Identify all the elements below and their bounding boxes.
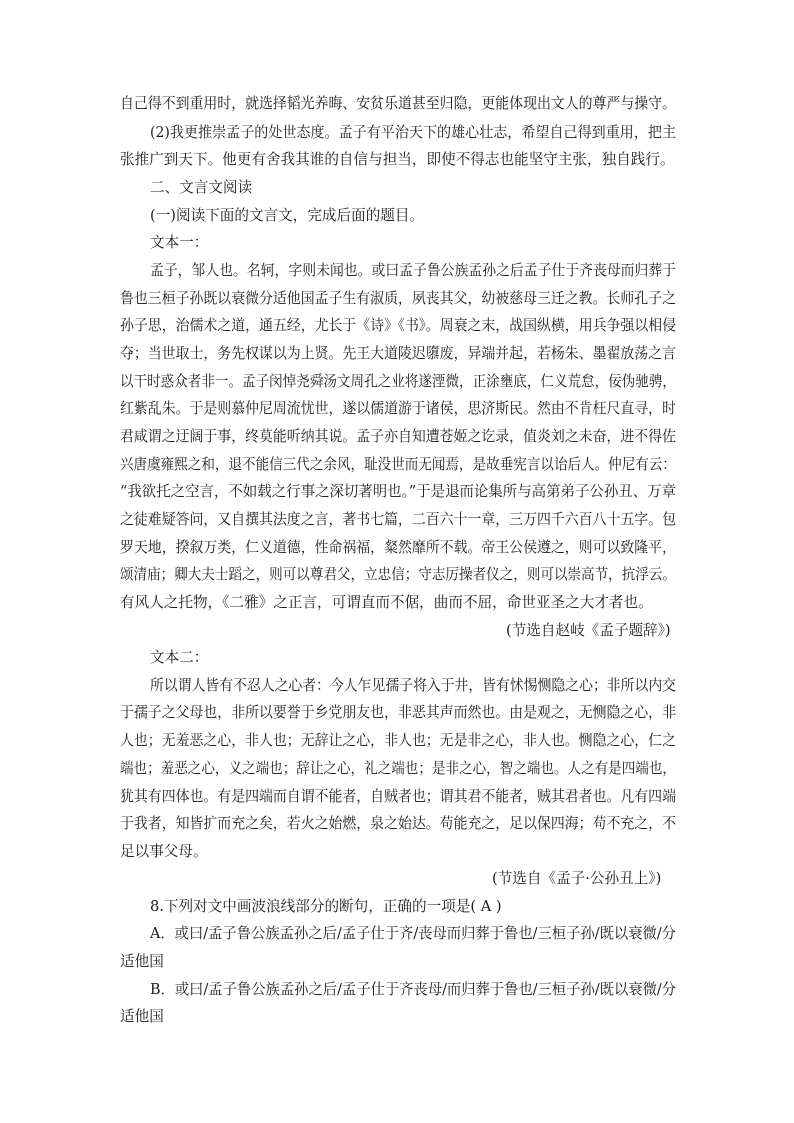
text-line: 孟子，邹人也。名轲，字则未闻也。或曰孟子鲁公族孟孙之后孟子仕于齐丧母而归葬于 [150, 262, 677, 279]
option-a-continued: 适他国 [120, 953, 164, 970]
text-label: 文本二： [150, 649, 209, 666]
text-line: 自己得不到重用时，就选择韬光养晦、安贫乐道甚至归隐，更能体现出文人的尊严与操守。 [120, 95, 676, 112]
text-line: 张推广到天下。他更有舍我其谁的自信与担当，即使不得志也能坚守主张，独自践行。 [120, 151, 675, 168]
text-line: 之徒难疑答问，又自撰其法度之言，著书七篇，二百六十一章，三万四千六百八十五字。包 [120, 511, 676, 528]
text-line: 有风人之托物，《二雅》之正言，可谓直而不倨，曲而不屈，命世亚圣之大才者也。 [120, 594, 653, 611]
text-line: 君咸谓之迂阔于事，终莫能听纳其说。孟子亦自知遭苍姬之讫录，值炎刘之未奋，进不得佐 [120, 428, 676, 445]
source-citation: (节选自《孟子·公孙丑上》) [492, 870, 662, 887]
option-b: B．或曰/孟子鲁公族孟孙之后/孟子仕于齐丧母/而归葬于鲁也/三桓子孙/既以衰微/分 [150, 981, 677, 998]
instruction-text: (一)阅读下面的文言文，完成后面的题目。 [150, 207, 425, 224]
section-heading: 二、文言文阅读 [150, 179, 253, 196]
text-label: 文本一： [150, 234, 209, 251]
text-line: 罗天地，揆叙万类，仁义道德，性命祸福，粲然靡所不载。帝王公侯遵之，则可以致隆平， [120, 539, 676, 556]
text-line: 孙子思，治儒术之道，通五经，尤长于《诗》《书》。周衰之末，战国纵横，用兵争强以相侵 [120, 317, 677, 334]
option-a: A．或曰/孟子鲁公族孟孙之后/孟子仕于齐/丧母而归葬于鲁也/三桓子孙/既以衰微/分 [150, 925, 676, 942]
question-stem: 8.下列对文中画波浪线部分的断句，正确的一项是( A ) [150, 898, 502, 915]
text-line: 颂清庙；卿大夫士蹈之，则可以尊君父，立忠信；守志厉操者仪之，则可以崇高节，抗浮云。 [120, 566, 676, 583]
text-line: 人也；无羞恶之心，非人也；无辞让之心，非人也；无是非之心，非人也。恻隐之心，仁之 [120, 732, 676, 749]
text-line: 兴唐虞雍熙之和，退不能信三代之余风，耻没世而无闻焉，是故垂宪言以诒后人。仲尼有云： [120, 456, 676, 473]
text-line: (2)我更推崇孟子的处世态度。孟子有平治天下的雄心壮志，希望自己得到重用，把主 [150, 124, 677, 141]
text-line: “我欲托之空言，不如载之行事之深切著明也。”于是退而论集所与高第弟子公孙丑、万章 [120, 483, 677, 500]
text-line: 犹其有四体也。有是四端而自谓不能者，自贼者也；谓其君不能者，贼其君者也。凡有四端 [120, 788, 676, 805]
text-line: 于孺子之父母也，非所以要誉于乡党朋友也，非恶其声而然也。由是观之，无恻隐之心，非 [120, 704, 676, 721]
text-line: 足以事父母。 [120, 843, 208, 860]
text-line: 以干时惑众者非一。孟子闵悼尧舜汤文周孔之业将遂湮微，正涂壅底，仁义荒怠，佞伪驰骋， [120, 373, 676, 390]
text-line: 所以谓人皆有不忍人之心者：今人乍见孺子将入于井，皆有怵惕恻隐之心；非所以内交 [150, 677, 677, 694]
text-line: 红紫乱朱。于是则慕仲尼周流忧世，遂以儒道游于诸侯，思济斯民。然由不肯枉尺直寻，时 [120, 400, 676, 417]
text-line: 夺；当世取士，务先权谋以为上贤。先王大道陵迟隳废，异端并起，若杨朱、墨翟放荡之言 [120, 345, 676, 362]
text-line: 鲁也三桓子孙既以衰微分适他国孟子生有淑质，夙丧其父，幼被慈母三迁之教。长师孔子之 [120, 290, 676, 307]
source-citation: (节选自赵岐《孟子题辞》) [506, 622, 671, 639]
text-line: 端也；羞恶之心，义之端也；辞让之心，礼之端也；是非之心，智之端也。人之有是四端也， [120, 760, 676, 777]
option-b-continued: 适他国 [120, 1008, 164, 1025]
text-line: 于我者，知皆扩而充之矣，若火之始燃，泉之始达。苟能充之，足以保四海；苟不充之，不 [120, 815, 676, 832]
